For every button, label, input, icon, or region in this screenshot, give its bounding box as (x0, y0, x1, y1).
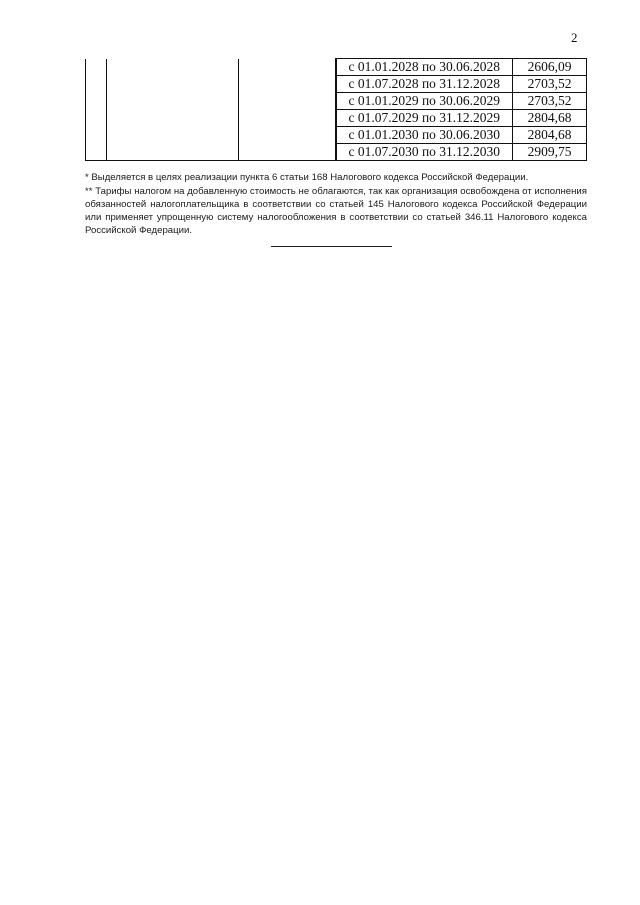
page-number: 2 (571, 30, 578, 45)
empty-cell (86, 59, 107, 161)
tariff-value-cell: 2804,68 (513, 127, 587, 144)
footnote-vat-exemption: ** Тарифы налогом на добавленную стоимость не облагаются, так как организация освобождена от исполнения обязанностей налогоплательщика в соответствии со статьей 145 Налогового кодекса Российской Федерации или применяет упрощенную систему налогообложения в соответствии со статьей 346.11 Налогового кодекса Российской Федерации. (85, 186, 587, 236)
footnotes (85, 171, 587, 238)
period-cell: с 01.07.2030 по 31.12.2030 (336, 144, 513, 161)
period-cell: с 01.01.2029 по 30.06.2029 (336, 93, 513, 110)
period-cell: с 01.07.2028 по 31.12.2028 (336, 76, 513, 93)
tariff-value-cell: 2703,52 (513, 93, 587, 110)
tariff-value-cell: 2606,09 (513, 59, 587, 76)
empty-cell (107, 59, 239, 161)
tariff-value-cell: 2703,52 (513, 76, 587, 93)
end-rule-divider (271, 246, 392, 247)
tariff-value-cell: 2804,68 (513, 110, 587, 127)
table-row (86, 59, 587, 76)
tariff-value-cell: 2909,75 (513, 144, 587, 161)
tariff-table (85, 58, 587, 161)
period-cell: с 01.01.2028 по 30.06.2028 (336, 59, 513, 76)
period-cell: с 01.07.2029 по 31.12.2029 (336, 110, 513, 127)
period-cell: с 01.01.2030 по 30.06.2030 (336, 127, 513, 144)
footnote-vat-allocation: * Выделяется в целях реализации пункта 6 статьи 168 Налогового кодекса Российской Федерации. (85, 172, 529, 183)
empty-cell (239, 59, 336, 161)
